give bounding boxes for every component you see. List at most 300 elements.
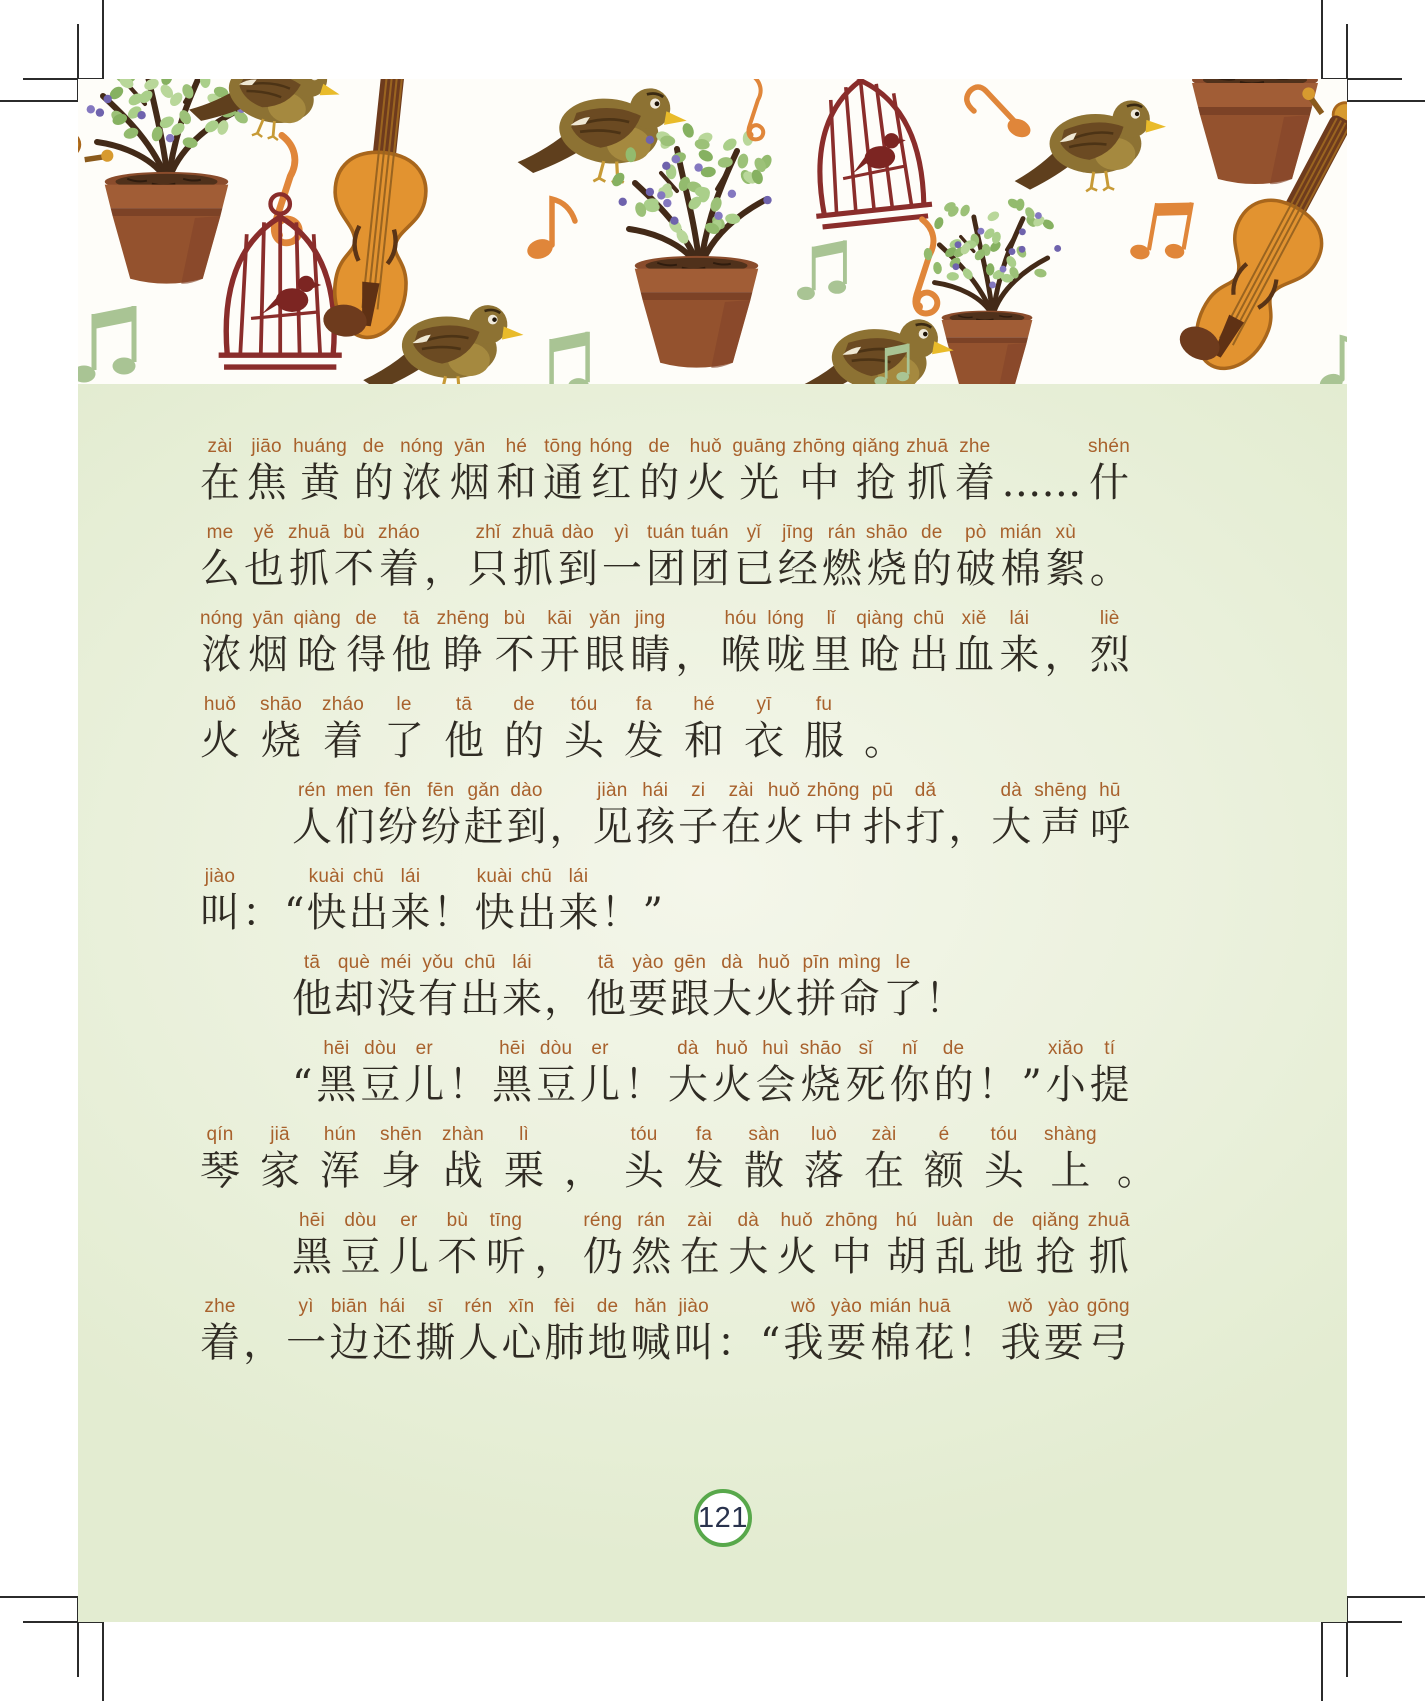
hanzi-text: 儿: [580, 1062, 621, 1108]
pinyin-text: men: [336, 780, 374, 801]
hanzi-text: 火: [200, 718, 240, 764]
pinyin-text: tōng: [544, 436, 582, 457]
pinyin-text: huáng: [293, 436, 347, 457]
pinyin-text: de: [362, 436, 385, 457]
pinyin-text: zài: [687, 1210, 713, 1231]
ruby-token: [639, 434, 679, 506]
pinyin-text: zhe: [204, 1296, 236, 1317]
ruby-token: [826, 1294, 866, 1366]
ruby-token: [1045, 606, 1085, 678]
ruby-token: [1090, 520, 1130, 592]
ruby-token: [200, 864, 240, 936]
hanzi-text: 家: [260, 1148, 300, 1194]
ruby-token: [732, 434, 786, 506]
hanzi-text: 睁: [442, 632, 483, 678]
pinyin-text: tuán: [647, 522, 685, 543]
crop-mark: [102, 0, 104, 79]
pinyin-text: hóng: [589, 436, 633, 457]
pinyin-text: mìng: [838, 952, 882, 973]
hanzi-text: 胡: [886, 1234, 927, 1280]
pinyin-text: zhuā: [1087, 1210, 1130, 1231]
hanzi-text: 喉: [720, 632, 761, 678]
pinyin-text: gōng: [1086, 1296, 1130, 1317]
ruby-token: [376, 950, 416, 1022]
crop-mark: [102, 1621, 104, 1701]
hanzi-text: ，: [549, 804, 590, 850]
ruby-token: [1088, 1208, 1130, 1280]
pinyin-text: lì: [519, 1124, 529, 1145]
songbird-icon: [1015, 100, 1166, 191]
ruby-token: [1088, 434, 1130, 506]
pinyin-text: guāng: [732, 436, 787, 457]
hanzi-text: 命: [839, 976, 880, 1022]
ruby-token: [501, 1294, 541, 1366]
hanzi-text: 来: [390, 890, 431, 936]
hanzi-text: 不: [494, 632, 535, 678]
pinyin-text: hēi: [323, 1038, 350, 1059]
ruby-token: [890, 1036, 930, 1108]
ruby-token: [543, 434, 583, 506]
ruby-token: [869, 1294, 911, 1366]
ruby-token: [1032, 1208, 1080, 1280]
pinyin-text: zhōng: [825, 1210, 878, 1231]
hanzi-text: ，: [544, 976, 584, 1022]
ruby-token: [292, 1208, 332, 1280]
ruby-token: [684, 1122, 724, 1194]
ruby-token: [958, 1294, 998, 1366]
pinyin-text: kuài: [476, 866, 513, 887]
hanzi-text: 絮: [1045, 546, 1086, 592]
pinyin-text: hēi: [299, 1210, 325, 1231]
hanzi-text: 。: [864, 718, 905, 764]
pinyin-text: gēn: [673, 952, 707, 973]
ruby-token: [1090, 1036, 1130, 1108]
ruby-token: [807, 778, 860, 850]
ruby-token: [248, 606, 288, 678]
hanzi-text: “: [292, 1062, 313, 1108]
pinyin-text: me: [206, 522, 234, 543]
pinyin-text: fu: [815, 694, 833, 715]
hanzi-text: 。: [1116, 1148, 1157, 1194]
ruby-token: [286, 1294, 326, 1366]
crop-mark: [0, 1596, 79, 1598]
ruby-token: [200, 606, 243, 678]
pinyin-text: tā: [403, 608, 420, 629]
ruby-token: [846, 1036, 886, 1108]
pinyin-text: shēng: [1034, 780, 1087, 801]
pinyin-text: rén: [464, 1296, 493, 1317]
pinyin-text: méi: [380, 952, 412, 973]
pinyin-text: nóng: [200, 608, 244, 629]
page-number-badge: [694, 1489, 752, 1547]
pinyin-text: huǒ: [715, 1038, 748, 1059]
hanzi-text: 的: [639, 460, 680, 506]
pinyin-text: é: [938, 1124, 950, 1145]
pinyin-text: yào: [830, 1296, 862, 1317]
hanzi-text: 衣: [744, 718, 785, 764]
hanzi-text: 人: [292, 804, 332, 850]
pinyin-text: yào: [1048, 1296, 1080, 1317]
pinyin-text: chū: [464, 952, 496, 973]
hanzi-text: 了: [883, 976, 924, 1022]
pinyin-text: rán: [637, 1210, 666, 1231]
ruby-token: [200, 434, 240, 506]
pinyin-text: dà: [1000, 780, 1023, 801]
pinyin-text: tā: [597, 952, 615, 973]
crop-mark: [1346, 1596, 1425, 1598]
hanzi-text: 头: [984, 1148, 1025, 1194]
hanzi-text: 出: [908, 632, 949, 678]
pinyin-text: luò: [811, 1124, 838, 1145]
pinyin-text: chū: [913, 608, 945, 629]
hanzi-text: 中: [813, 804, 854, 850]
hanzi-text: 孩: [635, 804, 676, 850]
ruby-token: [486, 1208, 526, 1280]
ruby-token: [1046, 1036, 1086, 1108]
ruby-token: [668, 1036, 708, 1108]
hanzi-text: 棉: [1000, 546, 1041, 592]
music-note-icon: [78, 306, 136, 383]
hanzi-text: 来: [999, 632, 1040, 678]
hanzi-text: 扑: [862, 804, 903, 850]
ruby-token: [934, 1036, 974, 1108]
reading-panel: [78, 384, 1347, 1622]
hanzi-text: 到: [506, 804, 547, 850]
hanzi-text: 人: [458, 1320, 499, 1366]
pinyin-text: chū: [352, 866, 385, 887]
hanzi-text: 火: [685, 460, 726, 506]
hanzi-text: 棉: [870, 1320, 911, 1366]
hanzi-text: 呼: [1089, 804, 1130, 850]
ruby-token: [811, 606, 851, 678]
ruby-token: [686, 434, 726, 506]
ruby-token: [585, 606, 625, 678]
pinyin-text: de: [513, 694, 535, 715]
flower-pot-icon: [1192, 79, 1318, 184]
text-line: [200, 520, 1130, 592]
ruby-token: [793, 434, 846, 506]
hanzi-text: 在: [200, 460, 240, 506]
hanzi-text: 红: [591, 460, 632, 506]
ruby-token: [200, 520, 240, 592]
hanzi-text: ……: [1001, 460, 1082, 506]
hanzi-text: 团: [645, 546, 686, 592]
hanzi-text: 叫: [200, 890, 240, 936]
hanzi-text: 血: [954, 632, 995, 678]
ruby-token: [856, 606, 904, 678]
ruby-token: [630, 606, 670, 678]
pinyin-text: tā: [455, 694, 473, 715]
hanzi-text: 要: [1043, 1320, 1084, 1366]
ruby-token: [442, 1122, 484, 1194]
hanzi-text: 烧: [261, 718, 301, 764]
hanzi-text: 额: [924, 1148, 965, 1194]
pinyin-text: jiàn: [597, 780, 628, 801]
pinyin-text: zhōng: [806, 780, 860, 801]
hanzi-text: ！: [600, 890, 641, 936]
ruby-token: [983, 1208, 1023, 1280]
hanzi-text: ！: [977, 1062, 1018, 1108]
hanzi-text: 眼: [584, 632, 625, 678]
pinyin-text: nóng: [400, 436, 444, 457]
pinyin-text: pò: [965, 522, 987, 543]
pinyin-text: huǒ: [203, 694, 237, 715]
hanzi-text: 他: [391, 632, 432, 678]
ruby-token: [600, 864, 640, 936]
ruby-token: [728, 1208, 768, 1280]
pinyin-text: rén: [297, 780, 327, 801]
ruby-token: [200, 1294, 240, 1366]
hanzi-text: 中: [799, 460, 840, 506]
text-line: [200, 1208, 1130, 1280]
ruby-token: [592, 778, 632, 850]
hanzi-text: ，: [948, 804, 989, 850]
pinyin-text: shàng: [1044, 1124, 1097, 1145]
pinyin-text: hún: [323, 1124, 357, 1145]
hanzi-text: 来: [502, 976, 542, 1022]
ruby-token: [1000, 520, 1042, 592]
hanzi-text: 黑: [316, 1062, 357, 1108]
hanzi-text: 还: [372, 1320, 413, 1366]
pinyin-text: hé: [693, 694, 715, 715]
ruby-token: [437, 1208, 477, 1280]
ruby-token: [670, 950, 710, 1022]
ruby-token: [536, 1036, 576, 1108]
ruby-token: [293, 606, 341, 678]
ruby-token: [925, 950, 965, 1022]
ruby-token: [404, 1036, 444, 1108]
ruby-token: [464, 778, 504, 850]
hanzi-text: 纷: [420, 804, 461, 850]
hanzi-text: ”: [1021, 1062, 1042, 1108]
ruby-token: [288, 520, 330, 592]
ruby-token: [864, 1122, 904, 1194]
ruby-token: [822, 520, 862, 592]
hanzi-text: 黄: [300, 460, 341, 506]
ruby-token: [504, 692, 544, 764]
ruby-token: [418, 950, 458, 1022]
hanzi-text: 上: [1050, 1148, 1091, 1194]
ruby-token: [354, 434, 394, 506]
pinyin-text: réng: [583, 1210, 623, 1231]
pinyin-text: lái: [568, 866, 589, 887]
ruby-token: [624, 1122, 664, 1194]
hanzi-text: 心: [501, 1320, 542, 1366]
ruby-token: [734, 520, 774, 592]
ruby-token: [721, 778, 761, 850]
pinyin-text: jiā: [270, 1124, 290, 1145]
pinyin-text: hóu: [724, 608, 757, 629]
pinyin-text: chū: [520, 866, 553, 887]
pinyin-text: er: [415, 1038, 433, 1059]
pinyin-text: huǒ: [757, 952, 791, 973]
hanzi-text: 大: [991, 804, 1032, 850]
hanzi-text: 仍: [582, 1234, 623, 1280]
pinyin-text: tā: [303, 952, 321, 973]
ruby-token: [424, 520, 464, 592]
hanzi-text: ，: [564, 1148, 605, 1194]
pinyin-text: dòu: [364, 1038, 397, 1059]
hanzi-text: 跟: [670, 976, 710, 1022]
pinyin-text: dòu: [344, 1210, 377, 1231]
pinyin-text: de: [596, 1296, 619, 1317]
pinyin-text: dǎ: [914, 780, 937, 801]
pinyin-text: dà: [721, 952, 743, 973]
pinyin-text: qiàng: [856, 608, 904, 629]
pinyin-text: tīng: [489, 1210, 523, 1231]
hanzi-text: 战: [443, 1148, 484, 1194]
pinyin-text: shāo: [260, 694, 303, 715]
hanzi-text: ，: [1044, 632, 1085, 678]
hanzi-text: 破: [955, 546, 996, 592]
ruby-token: [956, 520, 996, 592]
pinyin-text: lái: [400, 866, 421, 887]
pinyin-text: wǒ: [790, 1296, 816, 1317]
hanzi-text: 焦: [246, 460, 287, 506]
ruby-token: [496, 434, 536, 506]
hanzi-text: 在: [721, 804, 762, 850]
ruby-token: [242, 864, 282, 936]
ruby-token: [678, 778, 718, 850]
pinyin-text: zi: [691, 780, 706, 801]
ruby-token: [334, 520, 374, 592]
pinyin-text: shēn: [380, 1124, 423, 1145]
pinyin-text: yān: [454, 436, 486, 457]
hanzi-text: 儿: [404, 1062, 445, 1108]
ruby-token: [624, 692, 664, 764]
ruby-token: [760, 1294, 780, 1366]
hanzi-text: 燃: [821, 546, 862, 592]
ruby-token: [415, 1294, 455, 1366]
pinyin-text: fēn: [384, 780, 412, 801]
pinyin-text: huì: [762, 1038, 790, 1059]
ruby-token: [504, 1122, 544, 1194]
hanzi-text: 火: [763, 804, 804, 850]
birdcage-icon: [800, 79, 933, 227]
pinyin-text: huǒ: [767, 780, 801, 801]
hanzi-text: 的: [933, 1062, 974, 1108]
pinyin-text: dào: [510, 780, 543, 801]
pinyin-text: biān: [330, 1296, 368, 1317]
hanzi-text: 服: [804, 718, 845, 764]
hanzi-text: 一: [601, 546, 642, 592]
pinyin-text: fèi: [554, 1296, 575, 1317]
hanzi-text: 我: [1000, 1320, 1041, 1366]
ruby-token: [507, 778, 547, 850]
hanzi-text: 喊: [630, 1320, 671, 1366]
hanzi-text: 到: [557, 546, 598, 592]
hanzi-text: 烧: [866, 546, 907, 592]
ruby-token: [558, 520, 598, 592]
pinyin-text: lóng: [767, 608, 805, 629]
hanzi-text: 打: [905, 804, 946, 850]
hanzi-text: 弓: [1088, 1320, 1129, 1366]
hanzi-text: 落: [804, 1148, 845, 1194]
pinyin-text: pū: [871, 780, 894, 801]
ruby-token: [764, 778, 804, 850]
ruby-token: [334, 950, 374, 1022]
ruby-token: [712, 1036, 752, 1108]
hanzi-text: 出: [460, 976, 500, 1022]
ruby-token: [754, 950, 794, 1022]
ruby-token: [292, 778, 332, 850]
treble-clef-icon: [747, 79, 763, 139]
ruby-token: [448, 1036, 488, 1108]
birdcage-icon: [219, 194, 342, 367]
pinyin-text: tóu: [630, 1124, 658, 1145]
ruby-token: [886, 1208, 926, 1280]
hanzi-text: 抢: [1035, 1234, 1076, 1280]
pinyin-text: lǐ: [826, 608, 836, 629]
hanzi-text: 着: [200, 1320, 240, 1366]
crop-mark: [1321, 1621, 1323, 1701]
hanzi-text: ！: [432, 890, 473, 936]
music-note-icon: [1318, 338, 1347, 384]
music-note-icon: [532, 332, 589, 384]
pinyin-text: jiào: [204, 866, 236, 887]
potted-plant-icon: [610, 121, 774, 367]
hanzi-text: 有: [418, 976, 458, 1022]
pinyin-text: pīn: [802, 952, 830, 973]
pinyin-text: zhōng: [792, 436, 846, 457]
ruby-token: [954, 606, 994, 678]
hanzi-text: 中: [831, 1234, 872, 1280]
ruby-token: [1044, 1122, 1097, 1194]
pinyin-text: sī: [427, 1296, 443, 1317]
ruby-token: [825, 1208, 878, 1280]
ruby-token: [495, 606, 535, 678]
ruby-token: [335, 778, 375, 850]
hanzi-text: 烟: [248, 632, 289, 678]
hanzi-text: 着: [954, 460, 995, 506]
ruby-token: [912, 520, 952, 592]
ruby-token: [864, 692, 904, 764]
hanzi-text: 纷: [377, 804, 418, 850]
hanzi-text: 烧: [800, 1062, 841, 1108]
ruby-token: [1001, 434, 1081, 506]
pinyin-text: zhuā: [287, 522, 330, 543]
pinyin-text: kuài: [308, 866, 345, 887]
pinyin-text: qiǎng: [1031, 1210, 1080, 1231]
hanzi-text: 的: [353, 460, 394, 506]
hanzi-text: 栗: [504, 1148, 545, 1194]
ruby-token: [468, 520, 508, 592]
pinyin-text: jiāo: [251, 436, 282, 457]
ruby-token: [580, 1036, 620, 1108]
hanzi-text: 浑: [320, 1148, 360, 1194]
hanzi-text: 开: [539, 632, 580, 678]
ruby-token: [586, 950, 626, 1022]
hanzi-text: 黑: [492, 1062, 533, 1108]
pinyin-text: tóu: [990, 1124, 1018, 1145]
ruby-token: [863, 778, 903, 850]
ruby-token: [244, 520, 284, 592]
pinyin-text: de: [355, 608, 377, 629]
pinyin-text: yī: [756, 694, 772, 715]
pinyin-text: bù: [503, 608, 526, 629]
pinyin-text: bù: [343, 522, 365, 543]
hanzi-text: 撕: [415, 1320, 456, 1366]
ruby-token: [744, 1122, 784, 1194]
hanzi-text: 一: [286, 1320, 327, 1366]
pinyin-text: er: [591, 1038, 609, 1059]
hanzi-text: 头: [624, 1148, 665, 1194]
ruby-token: [384, 692, 424, 764]
ruby-token: [437, 606, 490, 678]
ruby-token: [540, 606, 580, 678]
pinyin-text: tuán: [690, 522, 729, 543]
ruby-token: [284, 864, 304, 936]
